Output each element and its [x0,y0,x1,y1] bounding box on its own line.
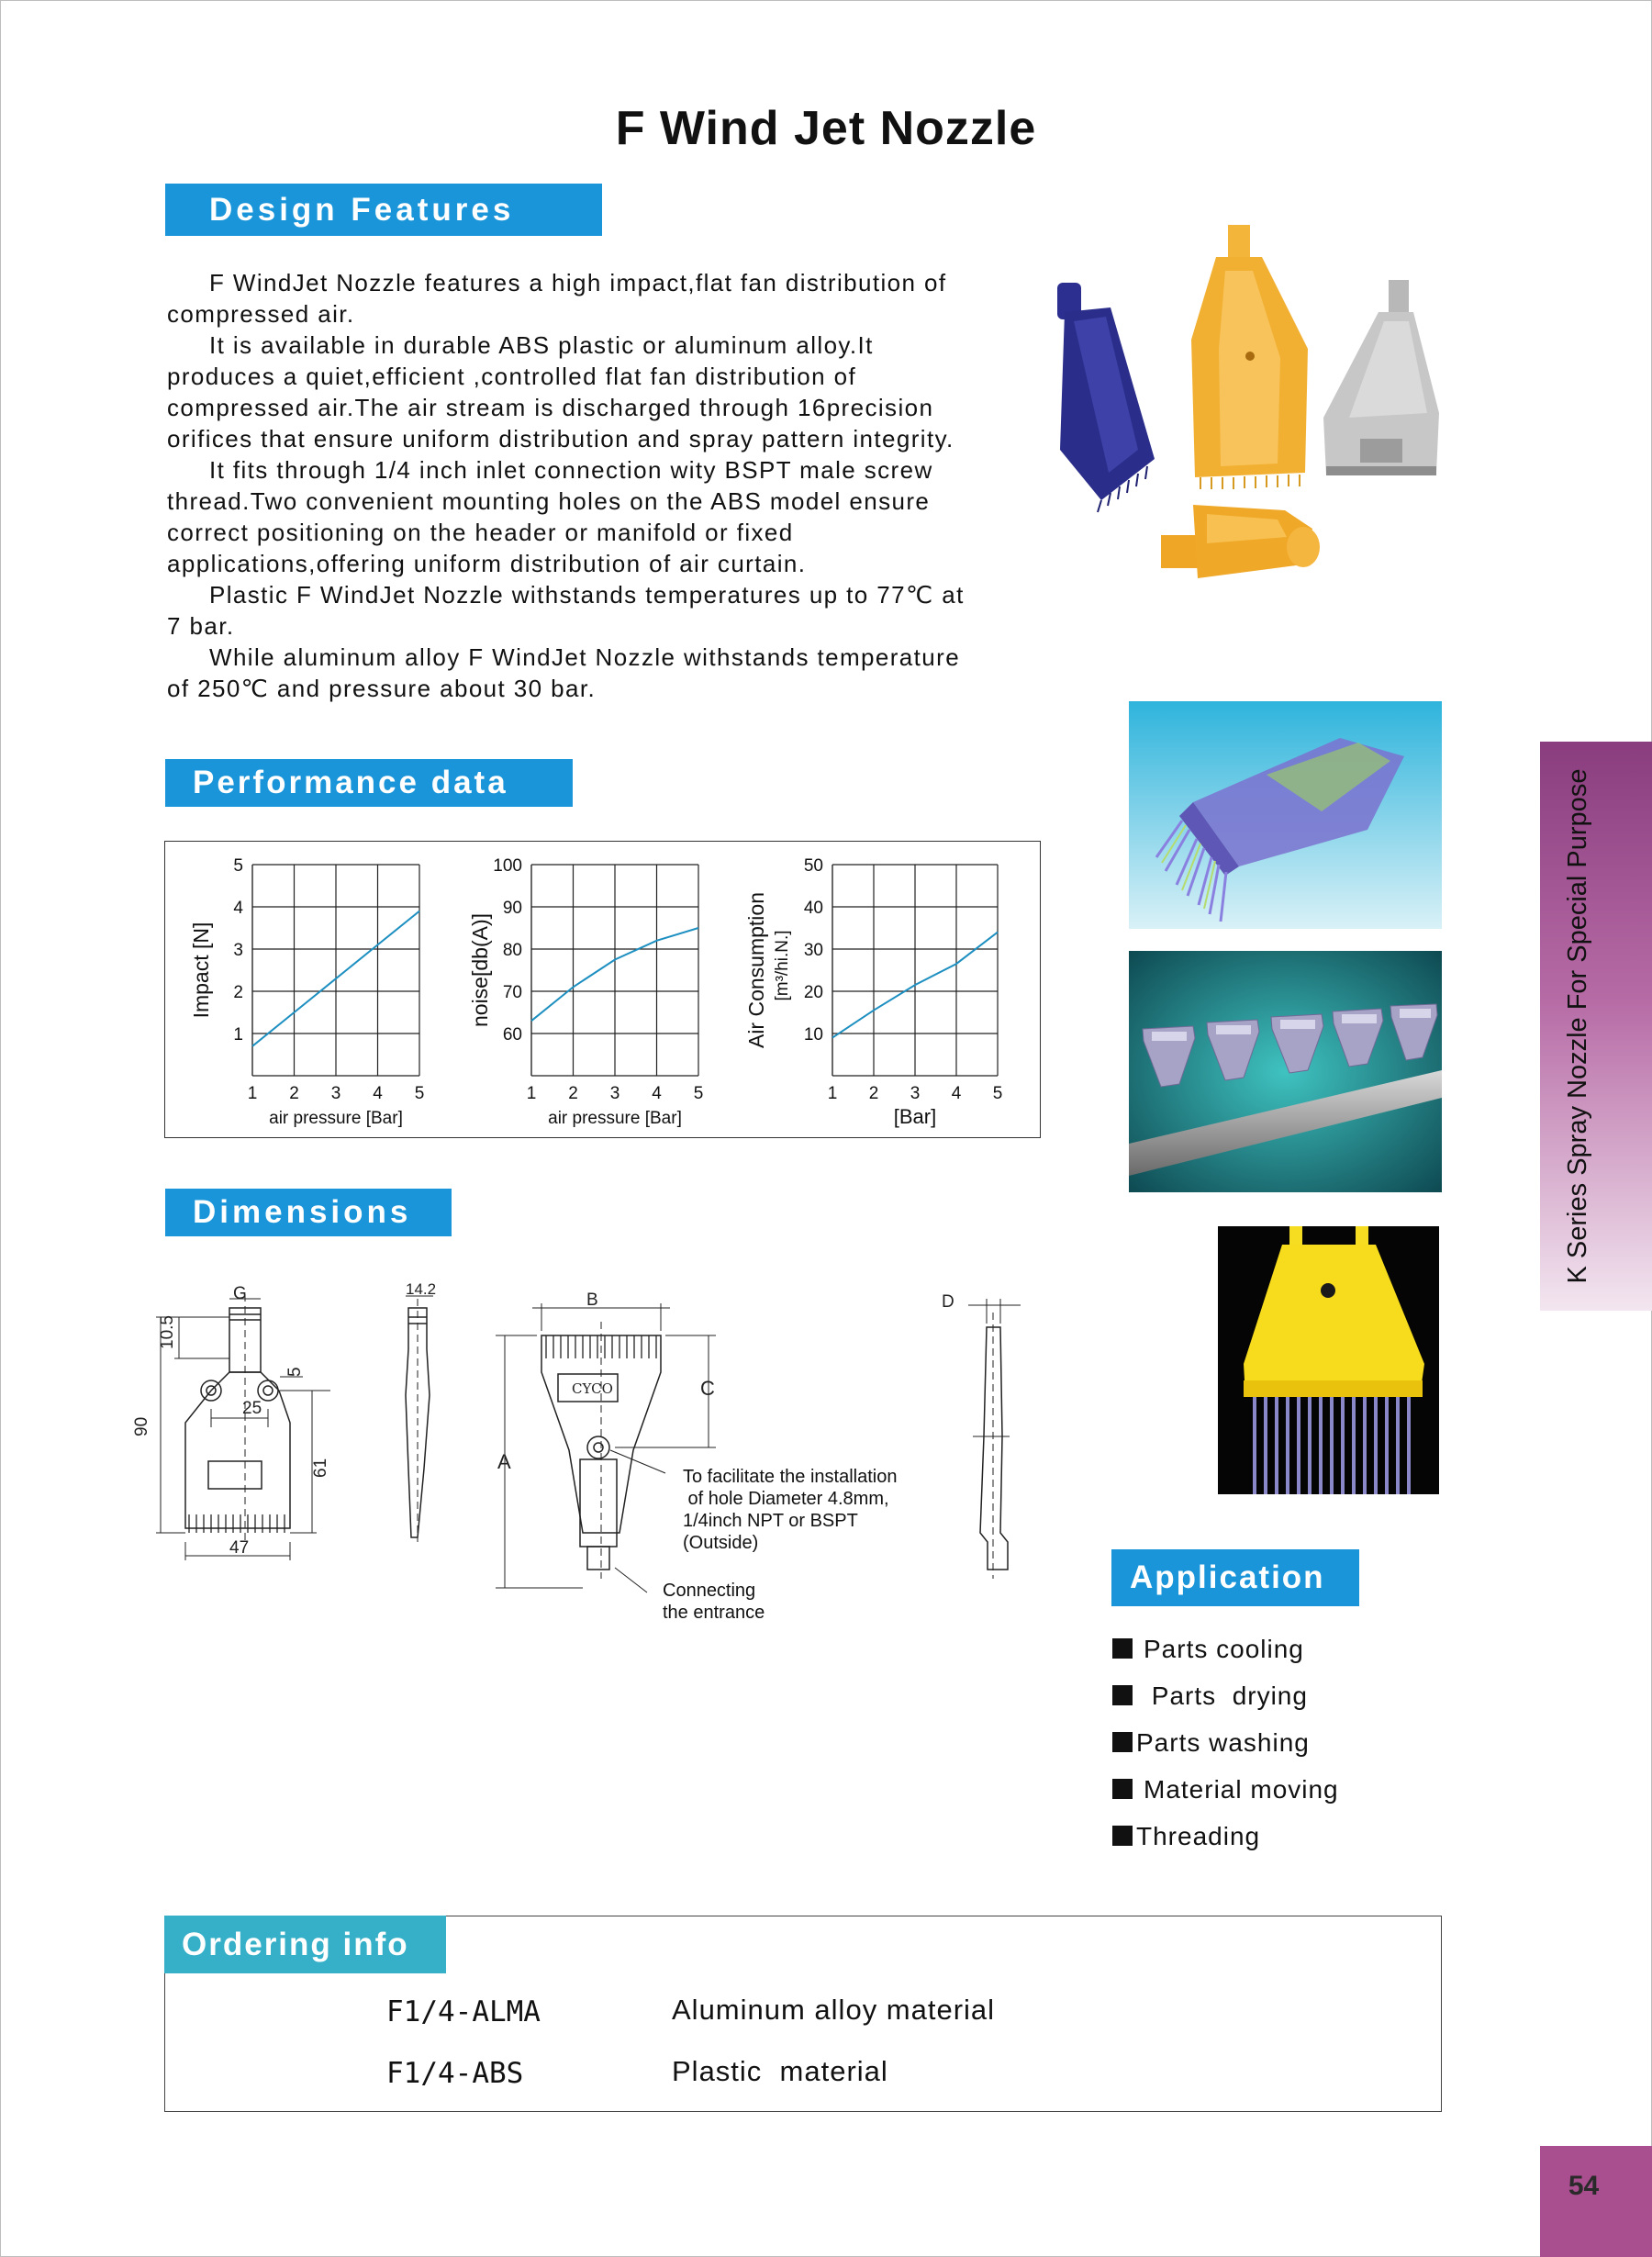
airflow-simulation-photo [1129,701,1442,929]
square-bullet-icon [1112,1732,1133,1752]
chart-y-tick-label: 40 [803,899,823,918]
nozzle-marking-cyco: CYCO [572,1380,613,1397]
chart-x-tick-label: 1 [247,1084,258,1103]
application-text: Material moving [1144,1775,1339,1804]
dim-label-61: 61 [311,1458,330,1478]
series-side-tab-label: K Series Spray Nozzle For Special Purpose [1563,768,1592,1284]
design-paragraph: While aluminum alloy F WindJet Nozzle withstands temperature of 250℃ and pressure about 30 bar. [167,643,961,702]
list-item [1112,1677,1339,1724]
performance-data-header: Performance data [165,759,573,807]
blue-nozzle-image [1057,283,1155,512]
yellow-nozzle-image [1191,225,1308,489]
chart-x-tick-label: 4 [373,1084,383,1103]
dim-label-47: 47 [229,1538,250,1558]
dim-label-d: D [942,1292,954,1312]
list-item [1112,1630,1339,1677]
chart-x-tick-label: 5 [414,1084,425,1103]
dim-label-c: C [700,1377,715,1400]
dim-label-b: B [586,1291,598,1310]
chart-y-tick-label: 3 [233,941,243,960]
application-text: Threading [1136,1822,1261,1850]
entrance-note-line: Connecting [663,1581,756,1601]
chart-y-tick-label: 80 [502,941,522,960]
chart-y-tick-label: 10 [803,1025,823,1045]
chart-x-tick-label: 4 [951,1084,962,1103]
aluminum-side-view-drawing [968,1299,1021,1579]
entrance-note [663,1580,765,1624]
chart-x-tick-label: 1 [827,1084,838,1103]
chart-y-tick-label: 20 [803,983,823,1002]
page-title: F Wind Jet Nozzle [615,102,1037,155]
order-desc-abs: Plastic material [672,2055,888,2087]
entrance-note-line: the entrance [663,1603,765,1623]
chart-y-tick-label: 100 [493,856,522,876]
chart-x-tick-label: 3 [330,1084,341,1103]
dimensions-header: Dimensions [165,1189,452,1236]
design-paragraph: It fits through 1/4 inch inlet connection wity BSPT male screw thread.Two convenient mounting holes on the ABS model ensure correct positioning on the header or manifold or fixed applications,offering uniform distribution of air curtain. [167,456,933,577]
chart-y-tick-label: 4 [233,899,243,918]
list-item [1112,1724,1339,1771]
chart-y-tick-label: 60 [502,1025,522,1045]
installation-note-line: (Outside) [683,1533,759,1553]
chart-x-tick-label: 2 [289,1084,299,1103]
square-bullet-icon [1112,1779,1133,1799]
installation-note [683,1466,897,1554]
chart-x-axis-label: [Bar] [893,1105,937,1128]
chart-y-tick-label: 5 [233,856,243,876]
design-paragraph: F WindJet Nozzle features a high impact,flat fan distribution of compressed air. [167,269,947,328]
application-list [1112,1630,1339,1864]
page-number: 54 [1568,2171,1600,2201]
silver-nozzle-image [1323,280,1439,475]
chart-y-tick-label: 50 [803,856,823,876]
design-features-header: Design Features [165,184,602,236]
list-item [1112,1771,1339,1817]
manifold-nozzles-photo [1129,951,1442,1192]
chart-x-tick-label: 3 [609,1084,620,1103]
nozzle-products-photo [1037,220,1459,606]
dim-label-14-2: 14.2 [406,1280,437,1298]
installation-note-line: To facilitate the installation [683,1467,898,1487]
chart-y-tick-label: 2 [233,983,243,1002]
performance-charts-box [164,841,1041,1138]
chart-y-axis-label: Impact [N] [189,922,213,1019]
design-features-text [167,267,966,704]
installation-note-line: 1/4inch NPT or BSPT [683,1511,858,1531]
chart-y-tick-label: 70 [502,983,522,1002]
application-text: Parts cooling [1144,1635,1304,1663]
chart-x-tick-label: 4 [652,1084,662,1103]
side-view-drawing [406,1296,433,1542]
dim-label-5: 5 [285,1367,305,1377]
front-view-drawing [156,1294,330,1560]
chart-x-axis-label: air pressure [Bar] [548,1109,682,1128]
chart-x-tick-label: 2 [868,1084,879,1103]
chart-y-tick-label: 30 [803,941,823,960]
small-yellow-nozzle-image [1161,505,1320,578]
order-code-alma: F1/4-ALMA [386,1995,541,2028]
chart-y-axis-label: Air Consumption [744,891,768,1049]
design-paragraph: It is available in durable ABS plastic or aluminum alloy.It produces a quiet,efficient ,controlled flat fan distribution of compressed air.The air stream is discharged through 16precision orifices that ensure uniform distribution and spray pattern integrity. [167,331,954,453]
chart-x-axis-label: air pressure [Bar] [269,1109,403,1128]
square-bullet-icon [1112,1826,1133,1846]
chart-x-tick-label: 5 [693,1084,704,1103]
dim-label-a: A [497,1450,511,1473]
application-text: Parts washing [1136,1728,1310,1757]
dim-label-10-5: 10.5 [158,1315,177,1349]
chart-y-tick-label: 1 [233,1025,243,1045]
application-header: Application [1111,1549,1359,1606]
ordering-info-header: Ordering info [164,1916,446,1973]
chart-x-tick-label: 1 [526,1084,537,1103]
dim-label-90: 90 [132,1416,151,1436]
chart-x-tick-label: 5 [992,1084,1003,1103]
chart-x-tick-label: 3 [910,1084,921,1103]
chart-y-tick-label: 90 [502,899,522,918]
square-bullet-icon [1112,1685,1133,1705]
order-desc-alma: Aluminum alloy material [672,1994,996,2026]
chart-x-tick-label: 2 [568,1084,578,1103]
application-text: Parts drying [1144,1682,1308,1710]
chart-y-axis-unit-label: [m³/hi.N.] [773,930,792,1001]
performance-charts [165,842,1039,1136]
dim-label-25: 25 [242,1399,262,1418]
square-bullet-icon [1112,1638,1133,1659]
list-item [1112,1817,1339,1864]
yellow-nozzle-closeup-photo [1218,1226,1439,1494]
dimension-drawings [119,1267,1037,1634]
dim-label-g: G [233,1284,247,1303]
chart-y-axis-label: noise[db(A)] [468,912,492,1028]
design-paragraph: Plastic F WindJet Nozzle withstands temperatures up to 77℃ at 7 bar. [167,581,965,640]
order-code-abs: F1/4-ABS [386,2057,524,2090]
installation-note-line: of hole Diameter 4.8mm, [683,1489,889,1509]
